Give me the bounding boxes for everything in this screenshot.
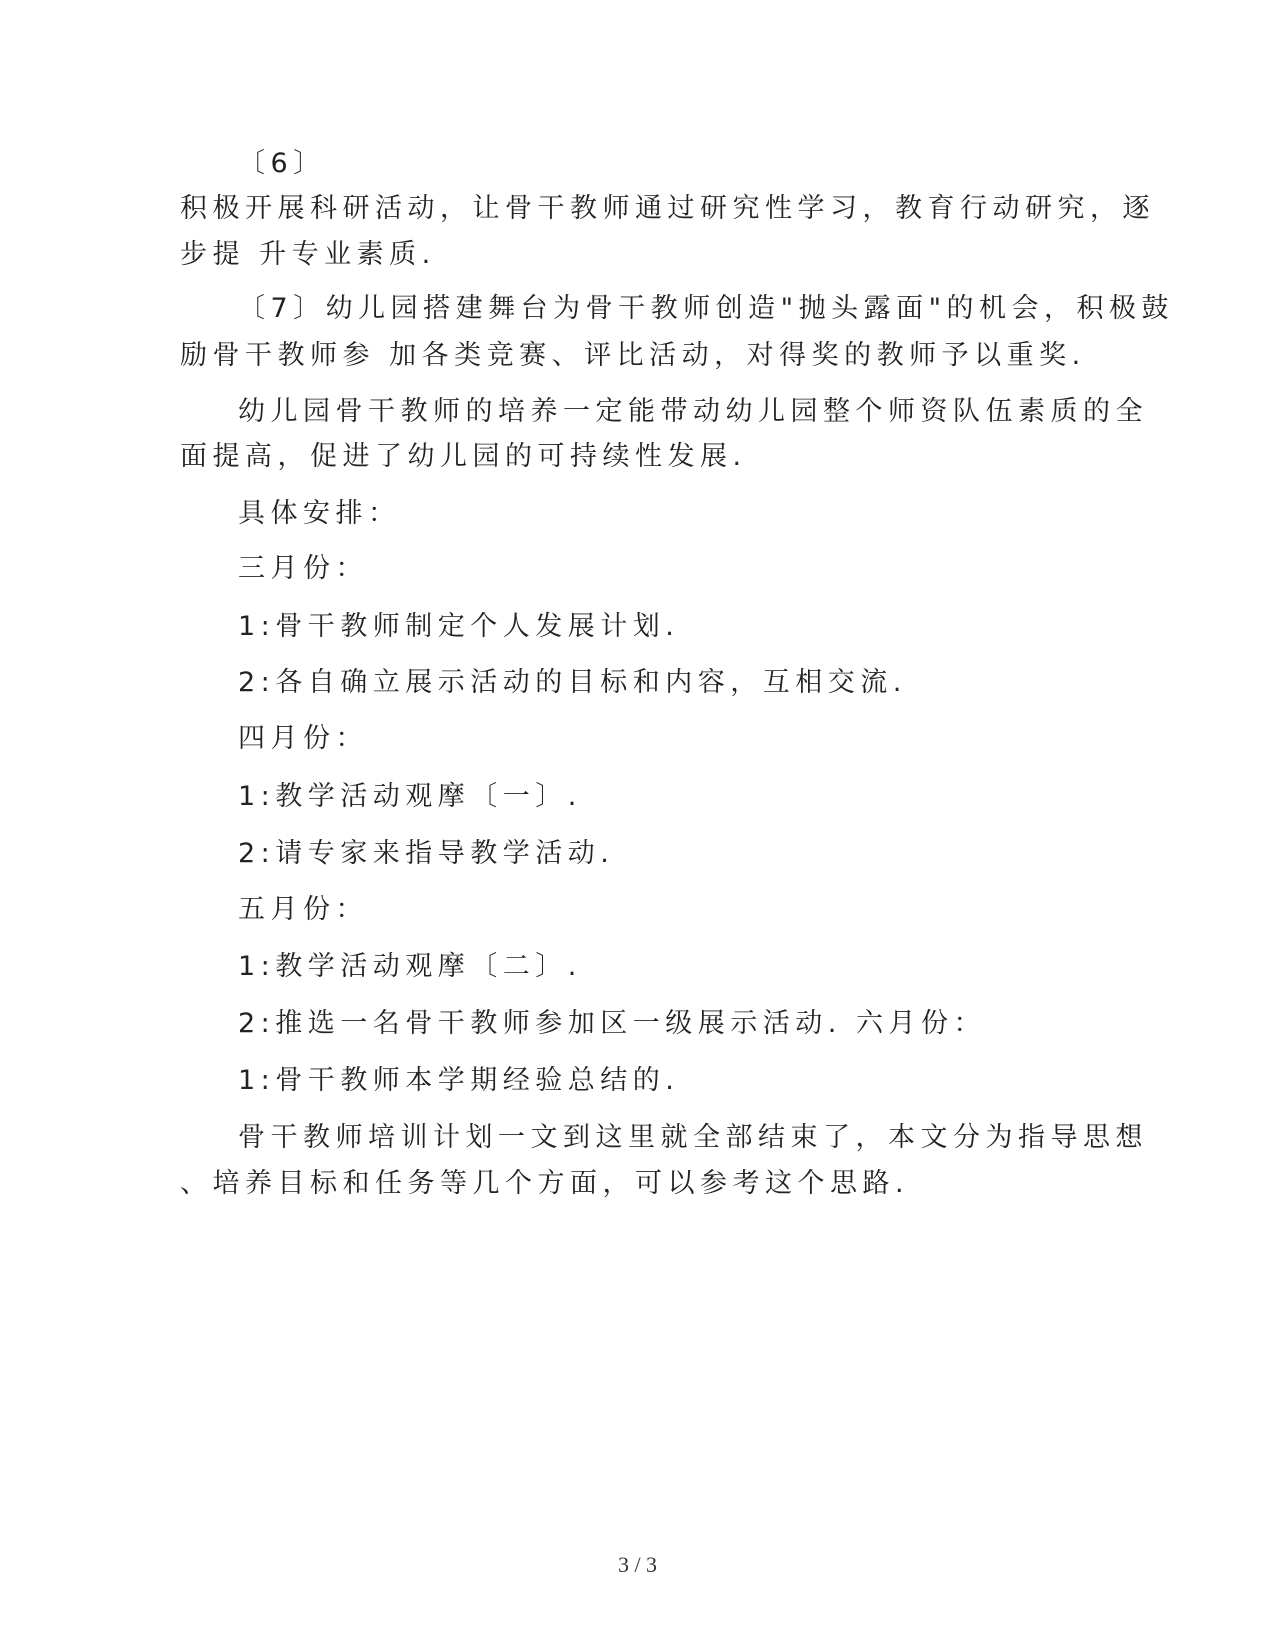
paragraph-4-line-0: 具体安排：: [238, 498, 401, 529]
paragraph-9-line-0: 1:教学活动观摩〔一〕.: [238, 781, 582, 812]
paragraph-8-line-0: 四月份：: [238, 723, 368, 754]
paragraph-3-line-0: 幼儿园骨干教师的培养一定能带动幼儿园整个师资队伍素质的全: [238, 396, 1148, 427]
paragraph-11-line-0: 五月份：: [238, 894, 368, 925]
paragraph-13-line-0: 2:推选一名骨干教师参加区一级展示活动. 六月份：: [238, 1008, 986, 1039]
paragraph-12-line-0: 1:教学活动观摩〔二〕.: [238, 951, 582, 982]
paragraph-2-line-1: 励骨干教师参 加各类竞赛、评比活动，对得奖的教师予以重奖.: [180, 340, 1086, 371]
paragraph-1-line-0: 积极开展科研活动，让骨干教师通过研究性学习，教育行动研究，逐: [180, 193, 1155, 224]
paragraph-7-line-0: 2:各自确立展示活动的目标和内容，互相交流.: [238, 667, 907, 698]
paragraph-1-line-1: 步提 升专业素质.: [180, 239, 436, 270]
paragraph-14-line-0: 1:骨干教师本学期经验总结的.: [238, 1065, 680, 1096]
paragraph-3-line-1: 面提高，促进了幼儿园的可持续性发展.: [180, 441, 747, 472]
paragraph-0-line-0: 〔6〕: [238, 148, 326, 179]
paragraph-2-line-0: 〔7〕幼儿园搭建舞台为骨干教师创造"抛头露面"的机会，积极鼓: [238, 293, 1175, 324]
paragraph-15-line-1: 、培养目标和任务等几个方面，可以参考这个思路.: [180, 1168, 910, 1199]
paragraph-15-line-0: 骨干教师培训计划一文到这里就全部结束了，本文分为指导思想: [238, 1122, 1148, 1153]
page-number: 3 / 3: [617, 1552, 658, 1577]
paragraph-5-line-0: 三月份：: [238, 553, 368, 584]
paragraph-10-line-0: 2:请专家来指导教学活动.: [238, 838, 615, 869]
paragraph-6-line-0: 1:骨干教师制定个人发展计划.: [238, 611, 680, 642]
